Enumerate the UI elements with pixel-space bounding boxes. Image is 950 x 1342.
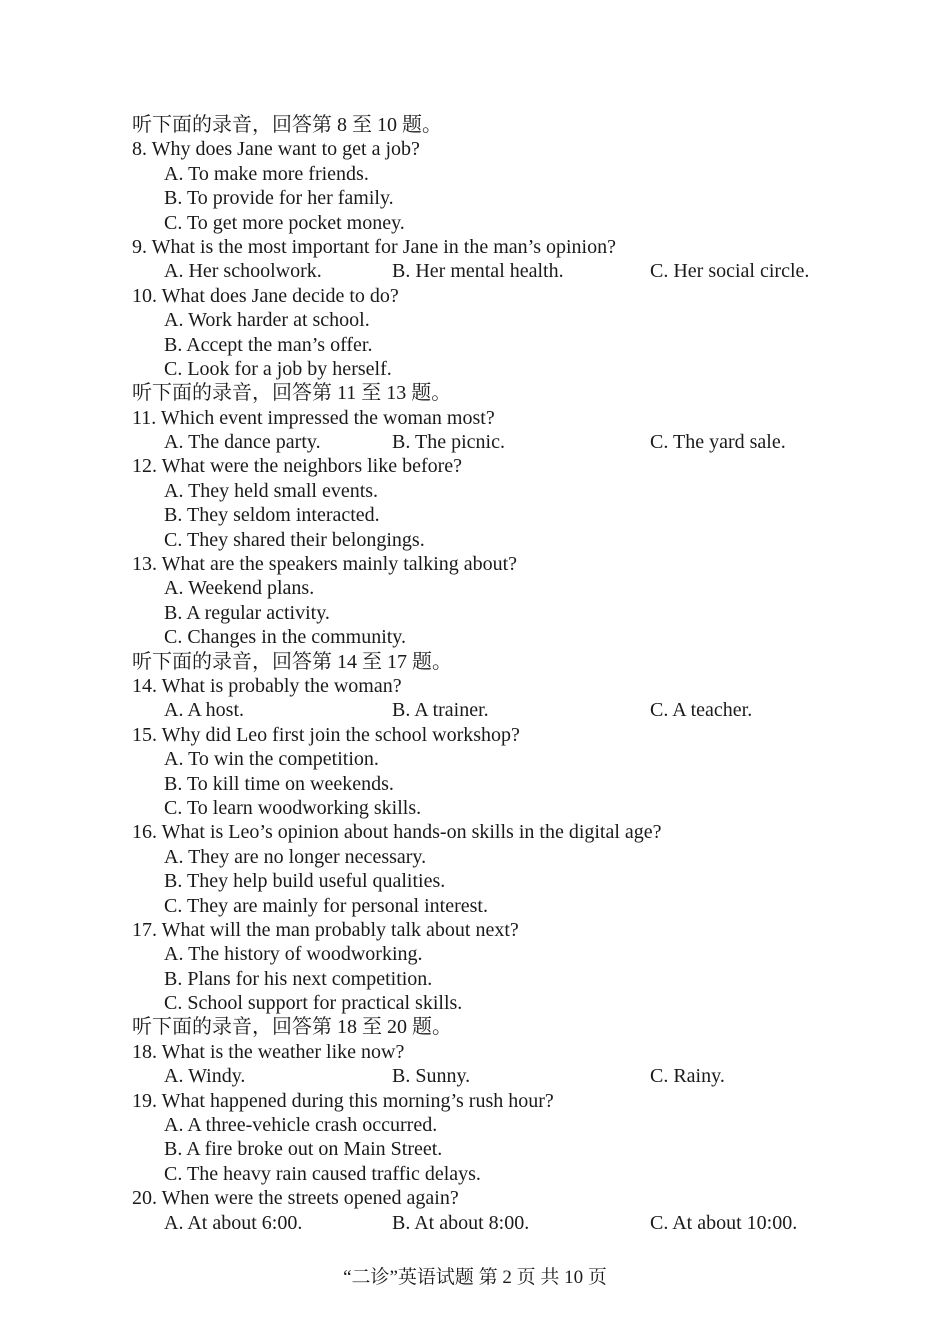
answer-option: C. At about 10:00. [650,1211,798,1234]
options-row [132,430,852,454]
question-stem: 20. When were the streets opened again? [132,1187,459,1210]
answer-option: A. The history of woodworking. [164,943,423,966]
question-stem: 16. What is Leo’s opinion about hands-on skills in the digital age? [132,821,662,844]
question-block [132,674,852,723]
question-block [132,552,852,650]
question-block [132,1089,852,1187]
question-stem: 10. What does Jane decide to do? [132,284,399,307]
section-instruction: 听下面的录音，回答第 14 至 17 题。 [132,650,452,673]
answer-option: C. The yard sale. [650,431,786,454]
answer-option: C. The heavy rain caused traffic delays. [164,1162,481,1185]
listening-section [132,650,852,1016]
answer-option: B. A regular activity. [164,601,330,624]
question-stem: 13. What are the speakers mainly talking about? [132,553,518,576]
answer-option: C. Changes in the community. [164,626,407,649]
exam-content [132,113,852,1235]
question-block [132,1186,852,1235]
answer-option: C. They are mainly for personal interest. [164,894,488,917]
options-row [132,1064,852,1088]
question-stem: 9. What is the most important for Jane in the man’s opinion? [132,235,616,258]
question-block [132,1040,852,1089]
answer-option: A. To win the competition. [164,748,379,771]
question-block [132,820,852,918]
answer-option: B. At about 8:00. [392,1211,530,1234]
answer-option: B. Sunny. [392,1065,471,1088]
answer-option: C. To learn woodworking skills. [164,796,422,819]
section-instruction: 听下面的录音，回答第 8 至 10 题。 [132,114,442,136]
question-block [132,284,852,382]
question-stem: 11. Which event impressed the woman most? [132,406,495,429]
options-row [132,259,852,283]
question-stem: 18. What is the weather like now? [132,1040,405,1063]
section-instruction: 听下面的录音，回答第 18 至 20 题。 [132,1016,452,1039]
answer-option: A. At about 6:00. [164,1211,303,1234]
answer-option: B. Her mental health. [392,260,564,283]
question-stem: 17. What will the man probably talk about next? [132,918,519,941]
page-footer: “二诊”英语试题 第 2 页 共 10 页 [343,1267,607,1288]
answer-option: B. They help build useful qualities. [164,870,446,893]
answer-option: A. Windy. [164,1065,246,1088]
question-stem: 12. What were the neighbors like before? [132,455,463,478]
answer-option: B. To kill time on weekends. [164,772,394,795]
answer-option: A. A three-vehicle crash occurred. [164,1114,438,1137]
answer-option: B. The picnic. [392,431,505,454]
answer-option: B. A trainer. [392,699,489,722]
question-stem: 15. Why did Leo first join the school workshop? [132,723,520,746]
question-block [132,918,852,1016]
question-block [132,454,852,552]
answer-option: A. A host. [164,699,245,722]
question-stem: 19. What happened during this morning’s rush hour? [132,1089,554,1112]
answer-option: C. School support for practical skills. [164,992,463,1015]
answer-option: B. To provide for her family. [164,187,394,210]
options-row [132,1211,852,1235]
answer-option: A. They held small events. [164,479,379,502]
answer-option: A. Her schoolwork. [164,260,322,283]
answer-option: C. Look for a job by herself. [164,357,392,380]
answer-option: A. Work harder at school. [164,309,370,332]
answer-option: B. They seldom interacted. [164,504,380,527]
answer-option: A. Weekend plans. [164,577,315,600]
listening-section [132,1015,852,1235]
answer-option: C. Rainy. [650,1065,725,1088]
answer-option: C. To get more pocket money. [164,211,405,234]
answer-option: B. Plans for his next competition. [164,967,433,990]
answer-option: B. Accept the man’s offer. [164,333,373,356]
answer-option: A. To make more friends. [164,162,369,185]
answer-option: B. A fire broke out on Main Street. [164,1138,443,1161]
question-stem: 14. What is probably the woman? [132,674,402,697]
question-block [132,235,852,284]
question-block [132,723,852,821]
answer-option: A. The dance party. [164,431,321,454]
listening-section [132,381,852,649]
options-row [132,698,852,722]
answer-option: C. Her social circle. [650,260,810,283]
answer-option: C. They shared their belongings. [164,528,425,551]
question-block [132,406,852,455]
question-block [132,137,852,235]
section-instruction: 听下面的录音，回答第 11 至 13 题。 [132,382,452,405]
listening-section [132,113,852,381]
answer-option: A. They are no longer necessary. [164,845,427,868]
question-stem: 8. Why does Jane want to get a job? [132,138,420,161]
answer-option: C. A teacher. [650,699,753,722]
